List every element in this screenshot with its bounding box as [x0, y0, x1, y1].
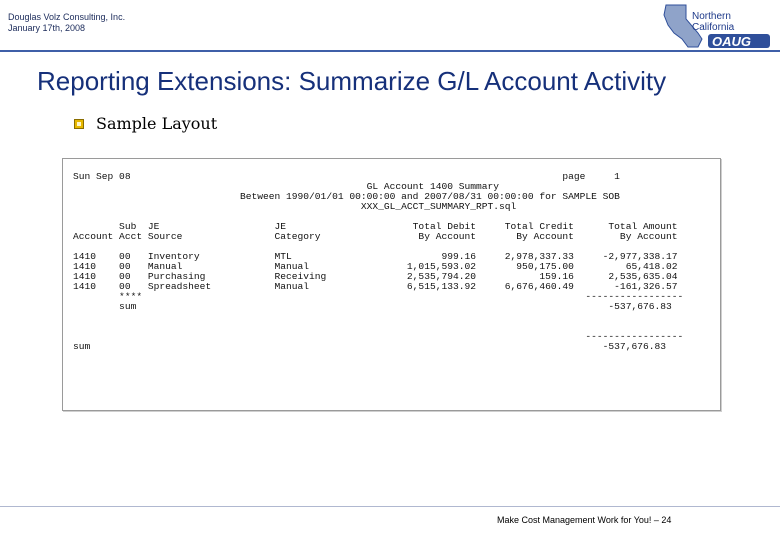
- report-text: [73, 172, 683, 352]
- company-name: Douglas Volz Consulting, Inc.: [8, 12, 126, 22]
- report-line: Sun Sep 08 page 1: [73, 171, 620, 182]
- report-line: 1410 00 Spreadsheet Manual 6,515,133.92 6,676,460.49 -161,326.57: [73, 281, 678, 292]
- report-screenshot: [62, 158, 721, 411]
- report-line: -----------------: [73, 331, 684, 342]
- footer-divider: [0, 506, 780, 507]
- report-line: Sub JE JE Total Debit Total Credit Total Amount: [73, 221, 678, 232]
- presenter-info: [8, 12, 125, 34]
- report-line: sum -537,676.83: [73, 301, 672, 312]
- presentation-date: January 17th, 2008: [8, 23, 86, 33]
- slide-title: Reporting Extensions: Summarize G/L Account Activity: [37, 66, 667, 96]
- norcal-oaug-logo: [652, 3, 772, 49]
- report-line: Account Acct Source Category By Account By Account By Account: [73, 231, 678, 242]
- bullet-square-icon: [74, 119, 84, 129]
- logo-line2: California: [692, 22, 735, 33]
- report-line: GL Account 1400 Summary: [73, 181, 500, 192]
- report-line: 1410 00 Manual Manual 1,015,593.02 950,175.00 65,418.02: [73, 261, 678, 272]
- footer-text: Make Cost Management Work for You! – 24: [497, 515, 672, 525]
- header-divider: [0, 50, 780, 52]
- logo-line1: Northern: [692, 11, 731, 22]
- report-line: 1410 00 Inventory MTL 999.16 2,978,337.33 -2,977,338.17: [73, 251, 678, 262]
- report-line: XXX_GL_ACCT_SUMMARY_RPT.sql: [73, 201, 517, 212]
- report-line: **** -----------------: [73, 291, 684, 302]
- report-line: Between 1990/01/01 00:00:00 and 2007/08/31 00:00:00 for SAMPLE SOB: [73, 191, 620, 202]
- bullet-text: Sample Layout: [96, 114, 218, 133]
- logo-brand: OAUG: [712, 34, 751, 49]
- report-line: sum -537,676.83: [73, 341, 666, 352]
- report-line: 1410 00 Purchasing Receiving 2,535,794.20 159.16 2,535,635.04: [73, 271, 678, 282]
